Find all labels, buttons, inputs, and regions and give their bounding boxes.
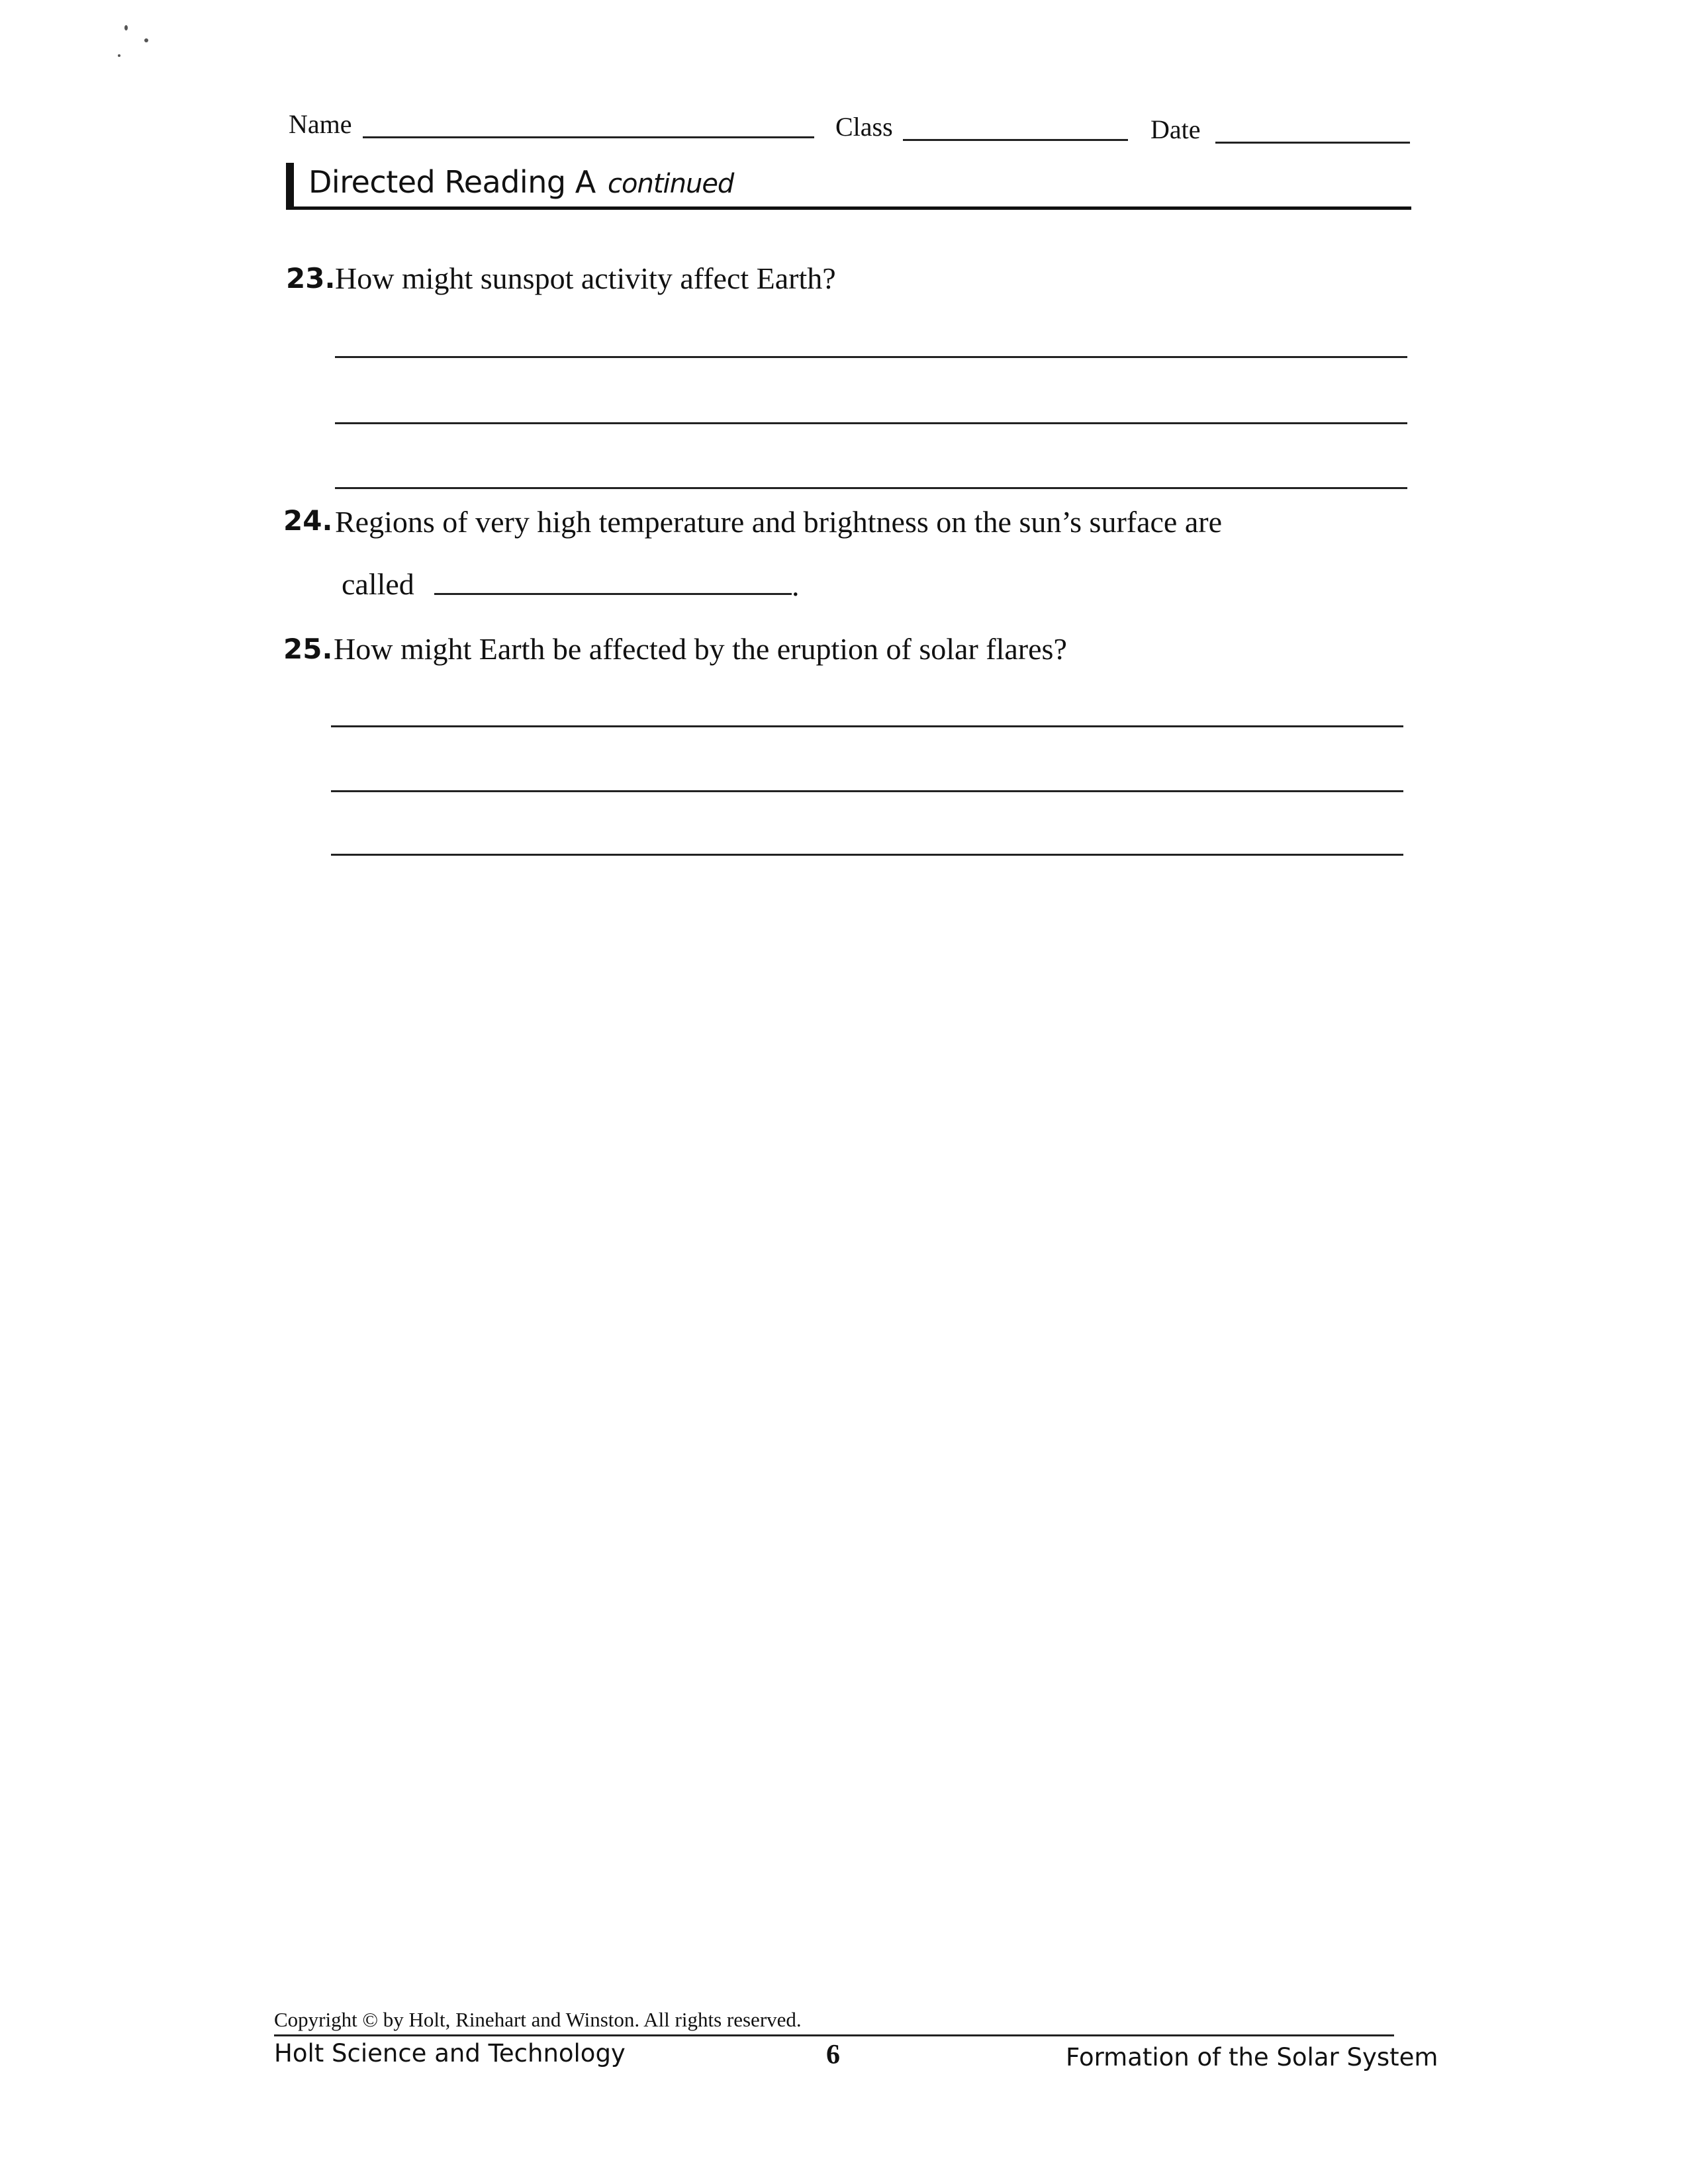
footer-rule: [274, 2034, 1394, 2036]
answer-23-line-2[interactable]: [335, 422, 1407, 424]
date-field[interactable]: [1215, 142, 1410, 144]
answer-23-line-1[interactable]: [335, 356, 1407, 358]
name-label: Name: [289, 109, 352, 139]
question-24-text: Regions of very high temperature and brightness on the sun’s surface are: [335, 505, 1222, 539]
page-number: 6: [826, 2040, 840, 2070]
answer-25-line-2[interactable]: [331, 790, 1403, 792]
question-24-number: 24.: [283, 504, 333, 537]
copyright-notice: Copyright © by Holt, Rinehart and Winston. All rights reserved.: [274, 2008, 802, 2031]
question-23-text: How might sunspot activity affect Earth?: [335, 261, 836, 295]
question-25-text: How might Earth be affected by the eruption of solar flares?: [334, 632, 1067, 666]
scan-speck: [144, 38, 148, 42]
publisher-name: Holt Science and Technology: [274, 2039, 626, 2068]
question-24-end-punct: .: [792, 569, 800, 602]
chapter-title: Formation of the Solar System: [1066, 2043, 1438, 2071]
answer-25-line-3[interactable]: [331, 854, 1403, 856]
section-title-bar: [286, 163, 294, 206]
answer-23-line-3[interactable]: [335, 487, 1407, 489]
scan-speck: [124, 25, 128, 30]
class-field[interactable]: [903, 139, 1128, 141]
class-label: Class: [835, 112, 893, 142]
section-subtitle: continued: [608, 169, 734, 199]
answer-25-line-1[interactable]: [331, 725, 1403, 727]
date-label: Date: [1150, 114, 1201, 144]
name-field[interactable]: [363, 136, 814, 138]
section-title-rule: [286, 206, 1411, 210]
question-25-number: 25.: [283, 633, 333, 665]
section-title: Directed Reading A: [308, 164, 596, 200]
question-23-number: 23.: [286, 262, 336, 295]
question-24-continuation: called: [342, 567, 414, 601]
answer-24-blank[interactable]: [434, 593, 792, 595]
scan-speck: [118, 54, 120, 57]
